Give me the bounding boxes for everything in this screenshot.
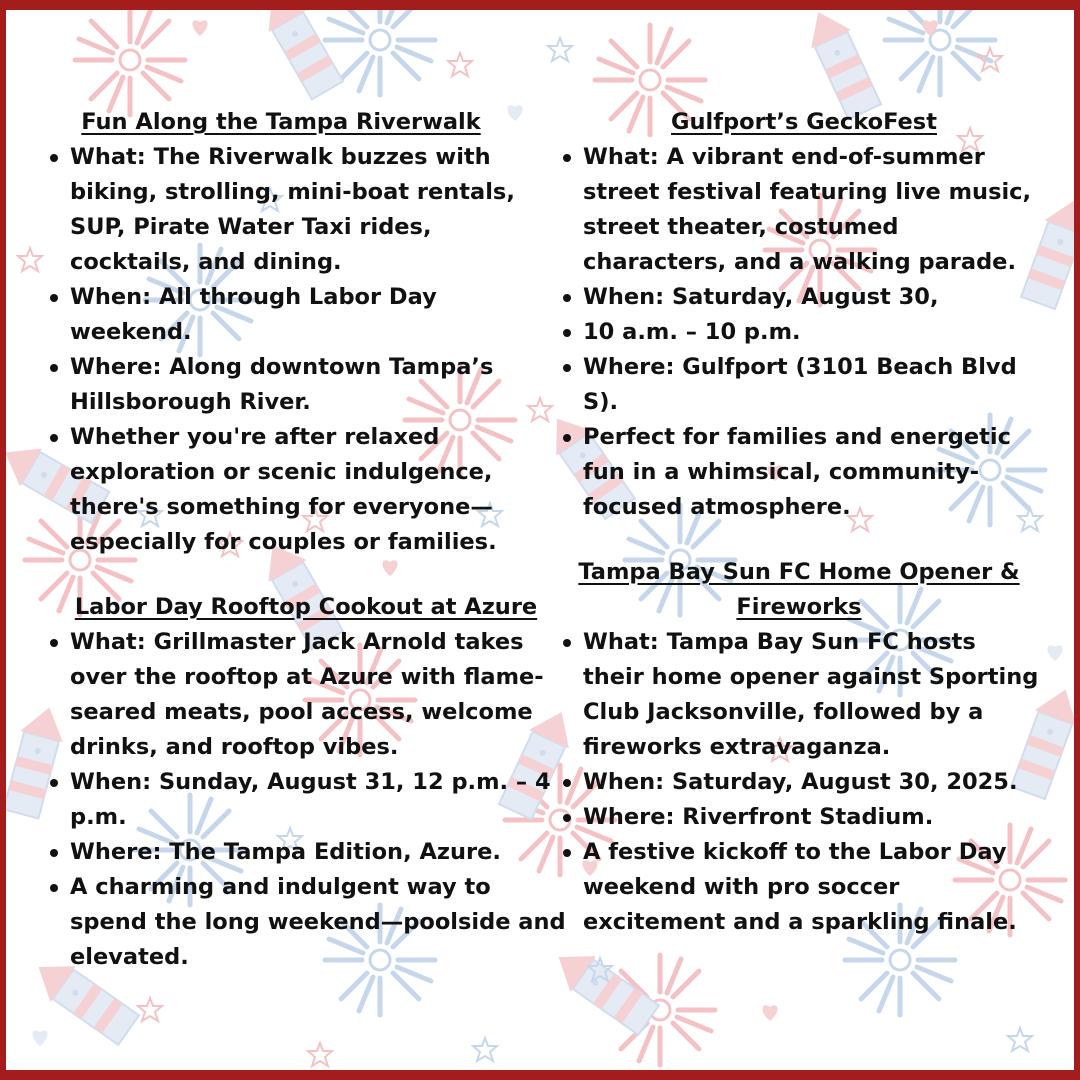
detail-what: What: The Riverwalk buzzes with biking, strolling, mini-boat rentals, SUP, Pirate Water Taxi rides, cocktails, and dining. xyxy=(70,140,556,280)
event-details-list xyxy=(559,140,1049,525)
event-riverwalk xyxy=(46,105,556,560)
detail-note: Perfect for families and energetic fun in a whimsical, community-focused atmosphere. xyxy=(583,420,1049,525)
detail-where: Where: Gulfport (3101 Beach Blvd S). xyxy=(583,350,1049,420)
detail-time: 10 a.m. – 10 p.m. xyxy=(583,315,1049,350)
event-azure-cookout xyxy=(46,590,566,975)
detail-where: Where: Along downtown Tampa’s Hillsborough River. xyxy=(70,350,556,420)
detail-when: When: Saturday, August 30, 2025. xyxy=(583,765,1039,800)
detail-what: What: Tampa Bay Sun FC hosts their home opener against Sporting Club Jacksonville, followed by a fireworks extravaganza. xyxy=(583,625,1039,765)
event-title: Fun Along the Tampa Riverwalk xyxy=(81,109,481,135)
event-details-list xyxy=(559,625,1039,940)
detail-when: When: All through Labor Day weekend. xyxy=(70,280,556,350)
detail-where: Where: Riverfront Stadium. xyxy=(583,800,1039,835)
event-geckofest xyxy=(559,105,1049,525)
event-sun-fc-opener xyxy=(559,555,1039,940)
event-title: Gulfport’s GeckoFest xyxy=(671,109,937,135)
detail-what: What: A vibrant end-of-summer street festival featuring live music, street theater, costumed characters, and a walking parade. xyxy=(583,140,1049,280)
detail-when: When: Sunday, August 31, 12 p.m. – 4 p.m. xyxy=(70,765,566,835)
detail-what: What: Grillmaster Jack Arnold takes over the rooftop at Azure with flame-seared meats, pool access, welcome drinks, and rooftop vibes. xyxy=(70,625,566,765)
detail-note: Whether you're after relaxed exploration or scenic indulgence, there's something for everyone—especially for couples or families. xyxy=(70,420,556,560)
detail-when: When: Saturday, August 30, xyxy=(583,280,1049,315)
event-details-list xyxy=(46,625,566,975)
event-title: Labor Day Rooftop Cookout at Azure xyxy=(74,594,538,620)
event-title: Tampa Bay Sun FC Home Opener & Fireworks xyxy=(578,559,1020,620)
detail-where: Where: The Tampa Edition, Azure. xyxy=(70,835,566,870)
event-details-list xyxy=(46,140,556,560)
detail-note: A charming and indulgent way to spend the long weekend—poolside and elevated. xyxy=(70,870,566,975)
detail-note: A festive kickoff to the Labor Day weekend with pro soccer excitement and a sparkling finale. xyxy=(583,835,1039,940)
